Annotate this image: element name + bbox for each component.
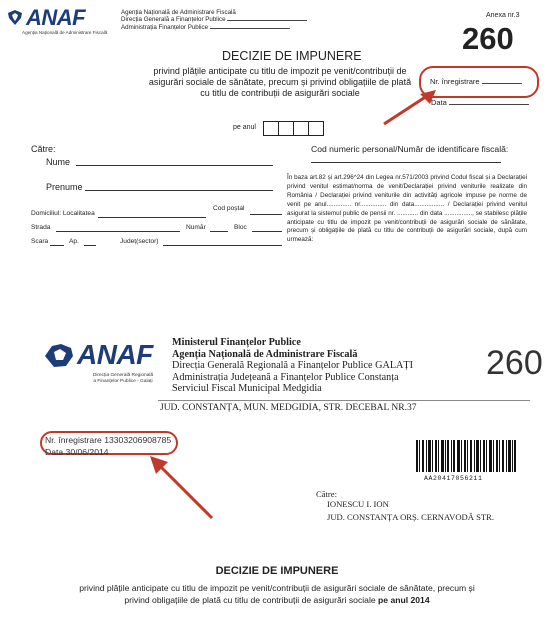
subtitle-line (0, 594, 554, 606)
subtitle-line: privind plățile anticipate cu titlu de impozit pe venit/contribuții de asigurări sociale de sănătate, precum și (79, 583, 475, 593)
pe-anul-label: pe anul (233, 124, 256, 131)
year-boxes[interactable] (263, 121, 324, 136)
ap-label: Ap. (69, 238, 79, 245)
logo-text: ANAF (26, 5, 86, 30)
anaf-logo-bottom (44, 339, 169, 386)
barcode-bars (416, 440, 516, 472)
anaf-logo-top (6, 6, 118, 36)
judet-label: Județ(sector) (120, 238, 159, 245)
barcode-text: AA20417056211 (424, 475, 483, 482)
bloc-line[interactable] (252, 231, 282, 232)
year-digit-box[interactable] (294, 121, 309, 136)
nr-inregistrare-field (430, 77, 522, 87)
domiciliul-label: Domiciliul: Localitatea (31, 210, 95, 217)
scara-line[interactable] (50, 245, 64, 246)
prenume-label: Prenume (46, 182, 83, 192)
agency-line: Administrația Finanțelor Publice (121, 23, 209, 31)
agency-lines (121, 9, 307, 31)
annex-label: Anexa nr.3 (486, 12, 520, 19)
recipient-address: JUD. CONSTANȚA ORȘ. CERNAVODĂ STR. (327, 512, 494, 522)
logo-caption-line: Direcția Generală Regională (92, 373, 154, 378)
form-number: 260 (462, 21, 514, 56)
localitate-line[interactable] (98, 217, 206, 218)
nume-label: Nume (46, 157, 71, 167)
header-line: Agenția Națională de Administrare Fiscală (172, 348, 358, 360)
numar-line[interactable] (210, 231, 228, 232)
strada-line[interactable] (56, 231, 180, 232)
recipient-name: IONESCU I. ION (327, 499, 389, 509)
logo-emblem-icon (6, 9, 24, 27)
agency-line: Direcția Generală a Finanțelor Publice (121, 16, 226, 24)
year-digit-box[interactable] (309, 121, 324, 136)
header-line: Administrația Județeană a Finanțelor Publice Constanța (172, 371, 399, 383)
arrow-annotation-icon (146, 452, 218, 524)
logo-caption: Agenția Națională de Administrare Fiscală (22, 30, 108, 35)
logo-caption-line: a Finanțelor Publice - Galați (93, 379, 153, 384)
numar-label: Număr (186, 224, 206, 231)
bottom-address: JUD. CONSTANȚA, MUN. MEDGIDIA, STR. DECEBAL NR.37 (160, 403, 417, 413)
bottom-nr-inregistrare: Nr. înregistrare 13303206908785 (45, 435, 172, 445)
cod-postal-line[interactable] (250, 214, 282, 215)
bottom-catre-label: Către: (316, 489, 337, 499)
agency-line: Agenția Națională de Administrare Fiscală (121, 9, 236, 16)
form-title: DECIZIE DE IMPUNERE (222, 49, 362, 63)
cod-numeric-label: Cod numeric personal/Număr de identificare fiscală: (311, 144, 509, 154)
bottom-subtitle (0, 582, 554, 606)
logo-text: ANAF (77, 339, 153, 370)
judet-line[interactable] (163, 245, 282, 246)
header-line: Ministerul Finanțelor Publice (172, 337, 301, 348)
bottom-data: Data 30/06/2014 (45, 447, 109, 457)
barcode-image (416, 440, 516, 472)
bloc-label: Bloc (234, 224, 247, 231)
cod-numeric-line[interactable] (311, 162, 501, 163)
scara-label: Scara (31, 238, 49, 245)
bottom-title: DECIZIE DE IMPUNERE (215, 565, 339, 577)
cod-postal-label: Cod poștal (213, 205, 245, 212)
strada-label: Strada (31, 224, 51, 231)
form-subtitle (140, 66, 420, 99)
subtitle-year: pe anul 2014 (378, 595, 430, 605)
header-line: Serviciul Fiscal Municipal Medgidia (172, 383, 322, 395)
bottom-header (172, 337, 413, 395)
ap-line[interactable] (84, 245, 96, 246)
nume-line[interactable] (76, 165, 273, 166)
data-label: Data (431, 98, 447, 107)
year-digit-box[interactable] (263, 121, 279, 136)
year-digit-box[interactable] (279, 121, 294, 136)
header-divider (158, 400, 530, 401)
legal-text: În baza art.82 și art.296^24 din Legea nr.571/2003 privind Codul fiscal și a Declarației privind venitul estimat/norma de venit/Declarației privind veniturile realizate din România / Declarației privind veniturile din activități agricole impuse pe norme de venit pe anul.............. nr............... din data................. / Declarației privind venitul asigurat la sistemul public de pensii nr. ............ din data ................, se stabilesc plățile anticipate cu titlu de impozit pe venit/contribuții de asigurări sociale de sănătate, precum și obligațiile de plată cu titlu de contribuții de asigurări sociale, după cum urmează: (287, 174, 527, 244)
logo-caption (88, 373, 158, 385)
data-field (431, 98, 529, 108)
subtitle-line: cu titlu de contribuții de asigurări sociale (200, 88, 360, 98)
nr-inregistrare-label: Nr. înregistrare (430, 77, 480, 86)
header-line: Direcția Generală Regională a Finanțelor Publice GALAȚI (172, 360, 414, 372)
subtitle-line: asigurări sociale de sănătate, precum și privind obligațiile de plată (148, 77, 412, 87)
subtitle-prefix: privind obligațiile de plată cu titlu de contribuții de asigurări sociale (124, 595, 376, 605)
catre-label: Către: (31, 144, 56, 154)
logo-emblem-icon (44, 342, 74, 370)
subtitle-line: privind plățile anticipate cu titlu de impozit pe venit/contribuții de (153, 66, 407, 76)
prenume-line[interactable] (85, 190, 273, 191)
arrow-annotation-icon (380, 86, 440, 128)
bottom-form-number: 260 (486, 344, 543, 382)
